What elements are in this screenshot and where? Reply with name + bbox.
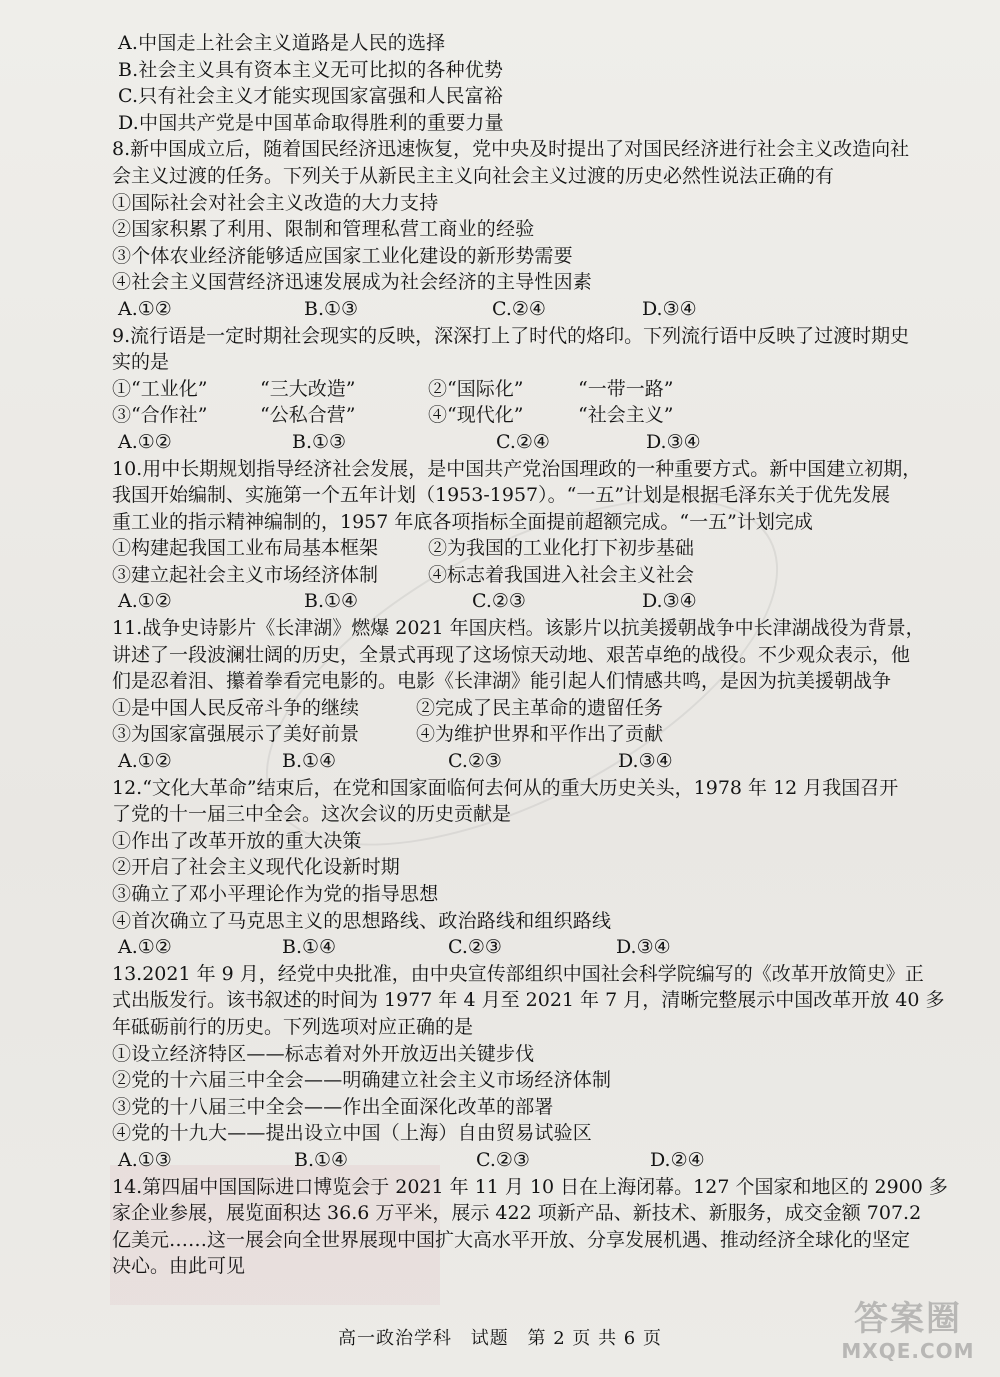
q11-item: ③为国家富强展示了美好前景	[112, 723, 360, 746]
q11-item-row	[112, 721, 974, 748]
q12-stem-line: 12.“文化大革命”结束后，在党和国家面临何去何从的重大历史关头，1978 年 12 月我国召开	[112, 776, 899, 799]
q9-options	[112, 429, 974, 456]
q9-item: ④“现代化”	[428, 404, 524, 427]
q13-item: ③党的十八届三中全会——作出全面深化改革的部署	[112, 1095, 554, 1118]
q13-stem-line: 13.2021 年 9 月，经党中央批准，由中央宣传部组织中国社会科学院编写的《改革开放简史》正	[112, 962, 924, 985]
watermark-logo-text: 答案圈	[854, 1299, 962, 1339]
q13-option-b: B.①④	[294, 1148, 349, 1171]
q9-stem-line: 9.流行语是一定时期社会现实的反映，深深打上了时代的烙印。下列流行语中反映了过渡时期史	[112, 324, 910, 347]
q10-item: ③建立起社会主义市场经济体制	[112, 563, 379, 586]
q12-item: ④首次确立了马克思主义的思想路线、政治路线和组织路线	[112, 909, 612, 932]
q10-stem-line: 重工业的指示精神编制的，1957 年底各项指标全面提前超额完成。“一五”计划完成	[112, 510, 813, 533]
q9-option-d: D.③④	[646, 430, 701, 453]
footer-page-number: 第 2 页 共 6 页	[527, 1328, 662, 1349]
q9-option-a: A.①②	[118, 430, 172, 453]
q11-item: ②完成了民主革命的遗留任务	[416, 696, 664, 719]
q10-item: ①构建起我国工业布局基本框架	[112, 537, 379, 560]
q9-item: ②“国际化”	[428, 377, 524, 400]
q10-options	[112, 588, 974, 615]
q11-options	[112, 748, 974, 775]
q11-item: ①是中国人民反帝斗争的继续	[112, 696, 360, 719]
q11-option-d: D.③④	[618, 750, 673, 773]
q8-stem-line: 8.新中国成立后，随着国民经济迅速恢复，党中央及时提出了对国民经济进行社会主义改造向社	[112, 138, 910, 161]
q11-item-row	[112, 695, 974, 722]
q13-options	[112, 1147, 974, 1174]
q13-item: ①设立经济特区——标志着对外开放迈出关键步伐	[112, 1042, 535, 1065]
q12-item: ②开启了社会主义现代化设新时期	[112, 856, 401, 879]
q11-stem-line: 讲述了一段波澜壮阔的历史，全景式再现了这场惊天动地、艰苦卓绝的战役。不少观众表示，他	[112, 643, 911, 666]
q8-option-a: A.①②	[118, 297, 172, 320]
q13-stem-line: 年砥砺前行的历史。下列选项对应正确的是	[112, 1015, 474, 1038]
q13-option-c: C.②③	[476, 1148, 530, 1171]
q7-option-a: A.中国走上社会主义道路是人民的选择	[118, 32, 446, 54]
q11-option-b: B.①④	[282, 750, 337, 773]
q8-item: ④社会主义国营经济迅速发展成为社会经济的主导性因素	[112, 271, 593, 294]
q10-option-c: C.②③	[472, 590, 526, 613]
watermark-logo-url: MXQE.COM	[841, 1339, 975, 1363]
q9-item: “三大改造”	[260, 377, 356, 400]
q10-item-row	[112, 562, 974, 589]
q9-item: “社会主义”	[578, 404, 674, 427]
q11-stem-line: 11.战争史诗影片《长津湖》燃爆 2021 年国庆档。该影片以抗美援朝战争中长津湖战役为背景，	[112, 617, 925, 640]
q13-option-d: D.②④	[650, 1148, 705, 1171]
q9-item-row	[112, 402, 974, 429]
q13-item: ②党的十六届三中全会——明确建立社会主义市场经济体制	[112, 1069, 612, 1092]
q8-item: ②国家积累了利用、限制和管理私营工商业的经验	[112, 218, 535, 241]
q13-option-a: A.①③	[118, 1148, 172, 1171]
q9-option-b: B.①③	[292, 430, 347, 453]
footer-grade: 高一政治学科	[338, 1328, 452, 1349]
q10-item: ④标志着我国进入社会主义社会	[428, 563, 695, 586]
q12-item: ①作出了改革开放的重大决策	[112, 829, 362, 852]
q11-option-a: A.①②	[118, 750, 172, 773]
q8-option-c: C.②④	[492, 297, 546, 320]
q14-stem-line: 亿美元……这一展会向全世界展现中国扩大高水平开放、分享发展机遇、推动经济全球化的坚定	[112, 1228, 911, 1251]
q10-item-row	[112, 535, 974, 562]
q12-stem-line: 了党的十一届三中全会。这次会议的历史贡献是	[112, 803, 512, 826]
q8-options	[112, 296, 974, 323]
q12-option-b: B.①④	[282, 936, 337, 959]
q11-option-c: C.②③	[448, 750, 502, 773]
q9-option-c: C.②④	[496, 430, 550, 453]
q7-option-c: C.只有社会主义才能实现国家富强和人民富裕	[118, 85, 504, 108]
q9-stem-line: 实的是	[112, 351, 170, 374]
q10-option-d: D.③④	[642, 590, 697, 613]
q12-option-a: A.①②	[118, 936, 172, 959]
q8-option-b: B.①③	[304, 297, 359, 320]
q8-item: ①国际社会对社会主义改造的大力支持	[112, 191, 439, 214]
q12-item: ③确立了邓小平理论作为党的指导思想	[112, 883, 439, 905]
q14-stem-line: 家企业参展，展览面积达 36.6 万平米，展示 422 项新产品、新技术、新服务，成交金额 707.2	[112, 1202, 922, 1225]
q9-item: “公私合营”	[260, 404, 356, 427]
q8-stem-line: 会主义过渡的任务。下列关于从新民主主义向社会主义过渡的历史必然性说法正确的有	[112, 164, 835, 187]
q7-option-d: D.中国共产党是中国革命取得胜利的重要力量	[118, 111, 504, 134]
q14-stem-line: 14.第四届中国国际进口博览会于 2021 年 11 月 10 日在上海闭幕。127 个国家和地区的 2900 多	[112, 1175, 948, 1198]
q10-option-a: A.①②	[118, 590, 172, 613]
q9-item-row	[112, 376, 974, 403]
watermark-logo	[828, 1299, 988, 1369]
q10-stem-line: 我国开始编制、实施第一个五年计划（1953-1957）。“一五”计划是根据毛泽东关于优先发展	[112, 484, 891, 507]
q10-item: ②为我国的工业化打下初步基础	[428, 537, 695, 560]
q12-option-c: C.②③	[448, 936, 502, 959]
q14-stem-line: 决心。由此可见	[112, 1255, 246, 1278]
q7-option-b: B.社会主义具有资本主义无可比拟的各种优势	[118, 58, 504, 81]
q9-item: ③“合作社”	[112, 404, 208, 427]
q10-stem-line: 10.用中长期规划指导经济社会发展，是中国共产党治国理政的一种重要方式。新中国建立初期，	[112, 457, 922, 480]
q13-stem-line: 式出版发行。该书叙述的时间为 1977 年 4 月至 2021 年 7 月，清晰完整展示中国改革开放 40 多	[112, 989, 945, 1012]
q8-option-d: D.③④	[642, 297, 697, 320]
q12-options	[112, 934, 974, 961]
question-content	[112, 30, 974, 1280]
footer-type: 试题	[470, 1328, 509, 1349]
q9-item: ①“工业化”	[112, 377, 208, 400]
q12-option-d: D.③④	[616, 936, 671, 959]
q11-item: ④为维护世界和平作出了贡献	[416, 723, 664, 746]
q8-item: ③个体农业经济能够适应国家工业化建设的新形势需要	[112, 244, 573, 267]
q13-item: ④党的十九大——提出设立中国（上海）自由贸易试验区	[112, 1122, 593, 1145]
q10-option-b: B.①④	[304, 590, 359, 613]
q11-stem-line: 们是忍着泪、攥着拳看完电影的。电影《长津湖》能引起人们情感共鸣，是因为抗美援朝战争	[112, 670, 892, 693]
q9-item: “一带一路”	[578, 377, 674, 400]
